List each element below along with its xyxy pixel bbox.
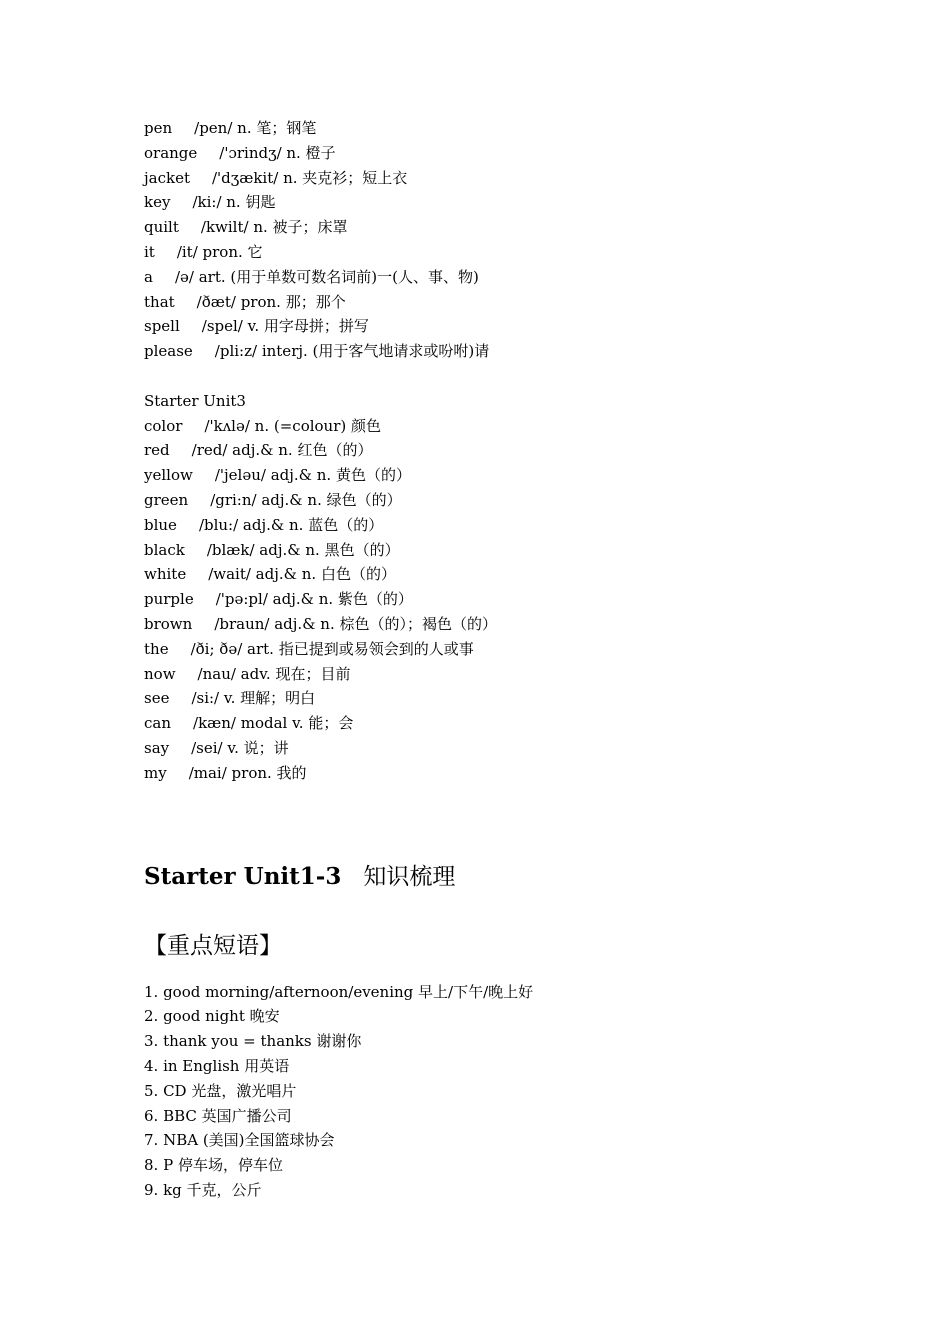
phrase-item: 8. P 停车场，停车位: [144, 1156, 283, 1175]
vocab-word: color: [144, 416, 183, 435]
vocab-definition: /ki:/ n. 钥匙: [192, 193, 276, 212]
vocab-item: [144, 339, 904, 364]
vocab-item: [144, 215, 904, 240]
phrase-item: 7. NBA (美国)全国篮球协会: [144, 1131, 335, 1150]
phrase-item: 1. good morning/afternoon/evening 早上/下午/晚上好: [144, 982, 534, 1001]
vocab-word: brown: [144, 614, 193, 633]
vocab-list-2: [144, 414, 904, 786]
vocab-item: [144, 463, 904, 488]
vocab-item: [144, 587, 904, 612]
vocab-definition: /wait/ adj.& n. 白色（的）: [208, 565, 396, 584]
vocab-word: please: [144, 342, 193, 361]
section-title: [144, 857, 904, 897]
section-title-en: Starter Unit1-3: [144, 862, 342, 890]
vocab-definition: /mai/ pron. 我的: [188, 763, 307, 782]
unit3-title: Starter Unit3: [144, 391, 246, 410]
vocab-item: [144, 438, 904, 463]
vocab-word: spell: [144, 317, 180, 336]
vocab-item: [144, 662, 904, 687]
vocab-word: that: [144, 292, 175, 311]
vocab-word: now: [144, 664, 176, 683]
vocab-word: blue: [144, 515, 177, 534]
vocab-word: yellow: [144, 466, 193, 485]
vocab-item: [144, 414, 904, 439]
vocab-definition: /ði; ðə/ art. 指已提到或易领会到的人或事: [190, 639, 474, 658]
vocab-definition: /gri:n/ adj.& n. 绿色（的）: [210, 490, 402, 509]
vocab-definition: /pen/ n. 笔；钢笔: [194, 119, 317, 137]
vocab-word: can: [144, 714, 172, 733]
spacer: [144, 364, 904, 389]
vocab-word: green: [144, 490, 189, 509]
vocab-word: jacket: [144, 168, 190, 187]
vocab-definition: /'dʒækit/ n. 夹克衫；短上衣: [212, 168, 408, 187]
vocab-definition: /it/ pron. 它: [176, 242, 263, 261]
vocab-definition: /'kʌlə/ n. (=colour) 颜色: [204, 416, 382, 435]
vocab-list-1: [144, 116, 904, 364]
vocab-definition: /sei/ v. 说；讲: [191, 738, 289, 757]
vocab-item: [144, 116, 904, 141]
vocab-definition: /'jeləu/ adj.& n. 黄色（的）: [214, 466, 411, 485]
vocab-word: purple: [144, 590, 194, 609]
vocab-item: [144, 166, 904, 191]
vocab-item: [144, 612, 904, 637]
vocab-item: [144, 711, 904, 736]
section-title-zh: 知识梳理: [363, 863, 456, 890]
vocab-definition: /blu:/ adj.& n. 蓝色（的）: [198, 515, 384, 534]
vocab-definition: /kæn/ modal v. 能；会: [193, 714, 354, 733]
phrase-item: 2. good night 晚安: [144, 1007, 280, 1026]
vocab-item: [144, 141, 904, 166]
document-content: [144, 116, 904, 1203]
vocab-item: [144, 265, 904, 290]
vocab-word: pen: [144, 119, 173, 137]
vocab-item: [144, 240, 904, 265]
vocab-definition: /braun/ adj.& n. 棕色（的）；褐色（的）: [214, 614, 498, 633]
vocab-definition: /nau/ adv. 现在；目前: [197, 664, 351, 683]
vocab-word: key: [144, 193, 171, 212]
vocab-word: white: [144, 565, 187, 584]
vocab-word: orange: [144, 143, 198, 162]
vocab-item: [144, 761, 904, 786]
vocab-definition: /spel/ v. 用字母拼；拼写: [201, 317, 369, 336]
vocab-item: [144, 190, 904, 215]
vocab-item: [144, 686, 904, 711]
vocab-definition: /pli:z/ interj. (用于客气地请求或吩咐)请: [214, 342, 490, 361]
vocab-word: black: [144, 540, 185, 559]
vocab-word: red: [144, 441, 170, 460]
vocab-item: [144, 538, 904, 563]
vocab-word: say: [144, 738, 170, 757]
vocab-item: [144, 314, 904, 339]
vocab-word: the: [144, 639, 169, 658]
vocab-definition: /kwilt/ n. 被子；床罩: [200, 218, 348, 237]
vocab-word: my: [144, 763, 167, 782]
vocab-word: see: [144, 689, 170, 708]
vocab-definition: /si:/ v. 理解；明白: [191, 689, 316, 708]
phrases-title: 【重点短语】: [144, 932, 282, 959]
phrase-item: 9. kg 千克，公斤: [144, 1180, 262, 1199]
vocab-item: [144, 488, 904, 513]
phrase-item: 6. BBC 英国广播公司: [144, 1106, 292, 1125]
phrase-item: 3. thank you = thanks 谢谢你: [144, 1032, 362, 1051]
vocab-definition: /ə/ art. (用于单数可数名词前)一(人、事、物): [174, 267, 479, 286]
vocab-item: [144, 637, 904, 662]
vocab-item: [144, 562, 904, 587]
vocab-item: [144, 736, 904, 761]
vocab-definition: /'ɔrindʒ/ n. 橙子: [219, 143, 336, 162]
vocab-definition: /blæk/ adj.& n. 黑色（的）: [206, 540, 400, 559]
vocab-word: it: [144, 242, 155, 261]
vocab-word: quilt: [144, 218, 179, 237]
vocab-definition: /ðæt/ pron. 那；那个: [196, 292, 346, 311]
vocab-word: a: [144, 267, 153, 286]
phrase-item: 5. CD 光盘，激光唱片: [144, 1081, 297, 1100]
vocab-item: [144, 290, 904, 315]
phrase-list: [144, 980, 904, 1203]
vocab-definition: /'pə:pl/ adj.& n. 紫色（的）: [215, 590, 413, 609]
vocab-item: [144, 513, 904, 538]
phrase-item: 4. in English 用英语: [144, 1056, 290, 1075]
vocab-definition: /red/ adj.& n. 红色（的）: [191, 441, 373, 460]
